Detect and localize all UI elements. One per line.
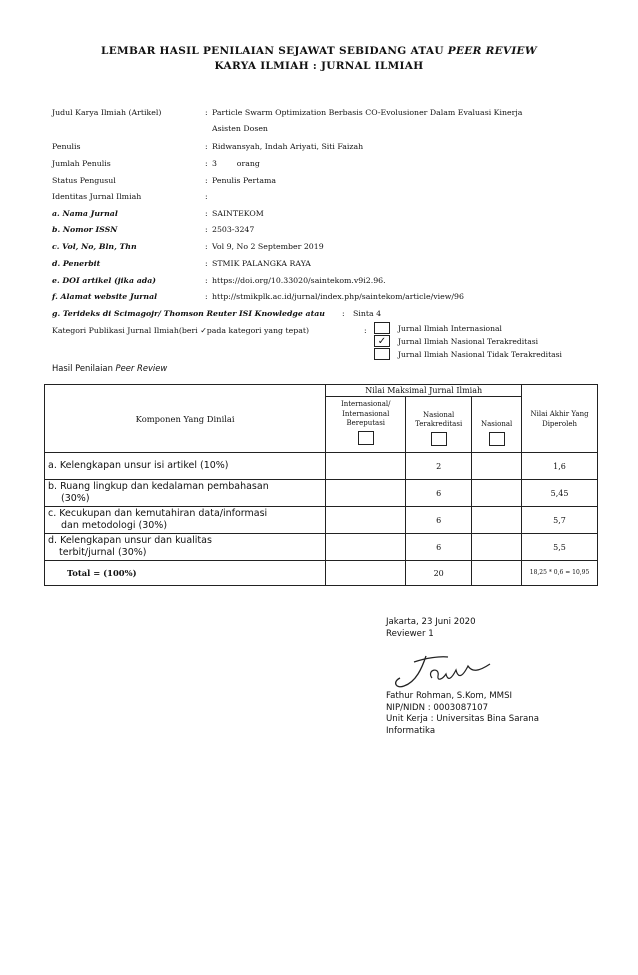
signature-image xyxy=(386,648,496,692)
colon: : xyxy=(205,192,208,201)
category-label: Jurnal Ilmiah Nasional Tidak Terakreditasi xyxy=(398,350,562,359)
komponen-cell xyxy=(45,453,326,480)
nas-cell xyxy=(472,480,522,507)
judul-value: Particle Swarm Optimization Berbasis CO-Evolusioner Dalam Evaluasi Kinerja xyxy=(212,108,523,117)
vol-value: Vol 9, No 2 September 2019 xyxy=(212,242,324,251)
komponen-label-2: dan metodologi (30%) xyxy=(61,520,168,531)
intl-cell xyxy=(326,453,406,480)
category-checkbox[interactable] xyxy=(374,348,390,360)
terindeks-value: Sinta 4 xyxy=(353,309,382,318)
hasil-main: Hasil Penilaian xyxy=(52,363,113,373)
table-row xyxy=(45,507,598,534)
total-max: 20 xyxy=(406,561,472,586)
colon: : xyxy=(205,108,208,117)
max-cell: 6 xyxy=(406,507,472,534)
colon: : xyxy=(205,142,208,151)
colon: : xyxy=(205,225,208,234)
reviewer-label: Reviewer 1 xyxy=(386,628,434,639)
total-akhir: 18,25 * 0,6 = 10,95 xyxy=(522,561,598,586)
reviewer-details xyxy=(386,691,539,737)
nas-cell xyxy=(472,507,522,534)
nama-label: a. Nama Jurnal xyxy=(52,209,118,218)
table-row xyxy=(45,534,598,561)
komponen-label: c. Kecukupan dan kemutahiran data/informasi xyxy=(48,508,268,519)
penulis-value: Ridwansyah, Indah Ariyati, Siti Faizah xyxy=(212,142,364,151)
max-cell: 2 xyxy=(406,453,472,480)
nas-cell xyxy=(472,561,522,586)
table-row xyxy=(45,453,598,480)
intl-checkbox[interactable] xyxy=(358,431,374,445)
komponen-header: Komponen Yang Dinilai xyxy=(45,385,326,453)
title-main: LEMBAR HASIL PENILAIAN SEJAWAT SEBIDANG ATAU xyxy=(101,45,444,57)
total-row xyxy=(45,561,598,586)
nas-akr-header xyxy=(406,397,472,453)
doi-label: e. DOI artikel (jika ada) xyxy=(52,276,156,285)
colon: : xyxy=(364,326,367,335)
place-date: Jakarta, 23 Juni 2020 xyxy=(386,617,476,627)
colon: : xyxy=(205,176,208,185)
nas-akr-checkbox[interactable] xyxy=(431,432,447,446)
nilai-maks-header: Nilai Maksimal Jurnal Ilmiah xyxy=(326,385,522,397)
status-label: Status Pengusul xyxy=(52,176,116,185)
colon: : xyxy=(205,209,208,218)
max-cell: 6 xyxy=(406,534,472,561)
hasil-italic: Peer Review xyxy=(115,363,168,373)
komponen-cell xyxy=(45,534,326,561)
intl-cell xyxy=(326,534,406,561)
komponen-label-2: (30%) xyxy=(61,493,90,504)
reviewer-unit: Unit Kerja : Universitas Bina Sarana xyxy=(386,714,539,724)
colon: : xyxy=(205,242,208,251)
page-subtitle: KARYA ILMIAH : JURNAL ILMIAH xyxy=(214,60,424,72)
identitas-label: Identitas Jurnal Ilmiah xyxy=(52,192,142,201)
intl-header-label: Internasional/ Internasional Bereputasi xyxy=(340,400,391,427)
category-item xyxy=(374,322,614,336)
komponen-label: b. Ruang lingkup dan kedalaman pembahasan xyxy=(48,481,269,492)
kategori-label: Kategori Publikasi Jurnal Ilmiah(beri ✓pada kategori yang tepat) xyxy=(52,326,310,335)
category-label: Jurnal Ilmiah Nasional Terakreditasi xyxy=(398,337,539,346)
nas-header xyxy=(472,397,522,453)
category-item xyxy=(374,335,614,349)
status-value: Penulis Pertama xyxy=(212,176,277,185)
komponen-label: d. Kelengkapan unsur dan kualitas xyxy=(48,535,212,546)
judul-value-2: Asisten Dosen xyxy=(212,124,268,133)
issn-label: b. Nomor ISSN xyxy=(52,225,118,234)
komponen-label-2: terbit/jurnal (30%) xyxy=(59,547,147,558)
category-label: Jurnal Ilmiah Internasional xyxy=(398,324,502,333)
max-cell: 6 xyxy=(406,480,472,507)
reviewer-nip: NIP/NIDN : 0003087107 xyxy=(386,702,489,713)
penerbit-label: d. Penerbit xyxy=(52,259,101,268)
reviewer-name: Fathur Rohman, S.Kom, MMSI xyxy=(386,691,513,701)
colon: : xyxy=(205,292,208,301)
issn-value: 2503-3247 xyxy=(212,225,255,234)
akhir-cell: 5,5 xyxy=(522,534,598,561)
colon: : xyxy=(205,276,208,285)
page-title xyxy=(0,45,638,57)
colon: : xyxy=(205,259,208,268)
jumlah-label: Jumlah Penulis xyxy=(52,159,111,168)
doi-value[interactable]: https://doi.org/10.33020/saintekom.v9i2.96. xyxy=(212,276,386,285)
komponen-cell xyxy=(45,480,326,507)
table-row xyxy=(45,480,598,507)
nama-value: SAINTEKOM xyxy=(212,209,264,218)
table-header-row xyxy=(45,385,598,397)
intl-cell xyxy=(326,507,406,534)
alamat-label: f. Alamat website Jurnal xyxy=(52,292,158,301)
nas-cell xyxy=(472,453,522,480)
akhir-cell: 1,6 xyxy=(522,453,598,480)
category-checkbox[interactable]: ✓ xyxy=(374,335,390,347)
komponen-cell xyxy=(45,507,326,534)
nilai-akhir-header: Nilai Akhir Yang Diperoleh xyxy=(522,385,598,453)
title-italic: PEER REVIEW xyxy=(447,45,537,57)
alamat-value[interactable]: http://stmikplk.ac.id/jurnal/index.php/saintekom/article/view/96 xyxy=(212,292,464,301)
colon: : xyxy=(342,309,345,318)
reviewer-unit-2: Informatika xyxy=(386,725,436,736)
vol-label: c. Vol, No, Bln, Thn xyxy=(52,242,137,251)
intl-header xyxy=(326,397,406,453)
signature-stroke xyxy=(430,664,490,679)
penerbit-value: STMIK PALANGKA RAYA xyxy=(212,259,311,268)
intl-cell xyxy=(326,561,406,586)
category-checkbox[interactable] xyxy=(374,322,390,334)
nas-checkbox[interactable] xyxy=(489,432,505,446)
komponen-label: a. Kelengkapan unsur isi artikel (10%) xyxy=(48,460,229,471)
signature-stroke xyxy=(414,657,448,662)
signature-stroke xyxy=(396,656,426,687)
akhir-cell: 5,45 xyxy=(522,480,598,507)
penulis-label: Penulis xyxy=(52,142,81,151)
terindeks-label: g. Terideks di Scimagojr/ Thomson Reuter ISI Knowledge atau xyxy=(52,309,325,318)
nas-akr-header-label: Nasional Terakreditasi xyxy=(415,410,463,428)
akhir-cell: 5,7 xyxy=(522,507,598,534)
signature-block xyxy=(386,617,476,640)
judul-label: Judul Karya Ilmiah (Artikel) xyxy=(52,108,162,117)
intl-cell xyxy=(326,480,406,507)
total-label: Total = (100%) xyxy=(45,561,326,586)
section-heading xyxy=(52,363,167,373)
nas-cell xyxy=(472,534,522,561)
score-table xyxy=(44,384,598,586)
category-item xyxy=(374,348,614,362)
nas-header-label: Nasional xyxy=(480,420,513,428)
jumlah-value: 3 orang xyxy=(212,159,260,168)
colon: : xyxy=(205,159,208,168)
